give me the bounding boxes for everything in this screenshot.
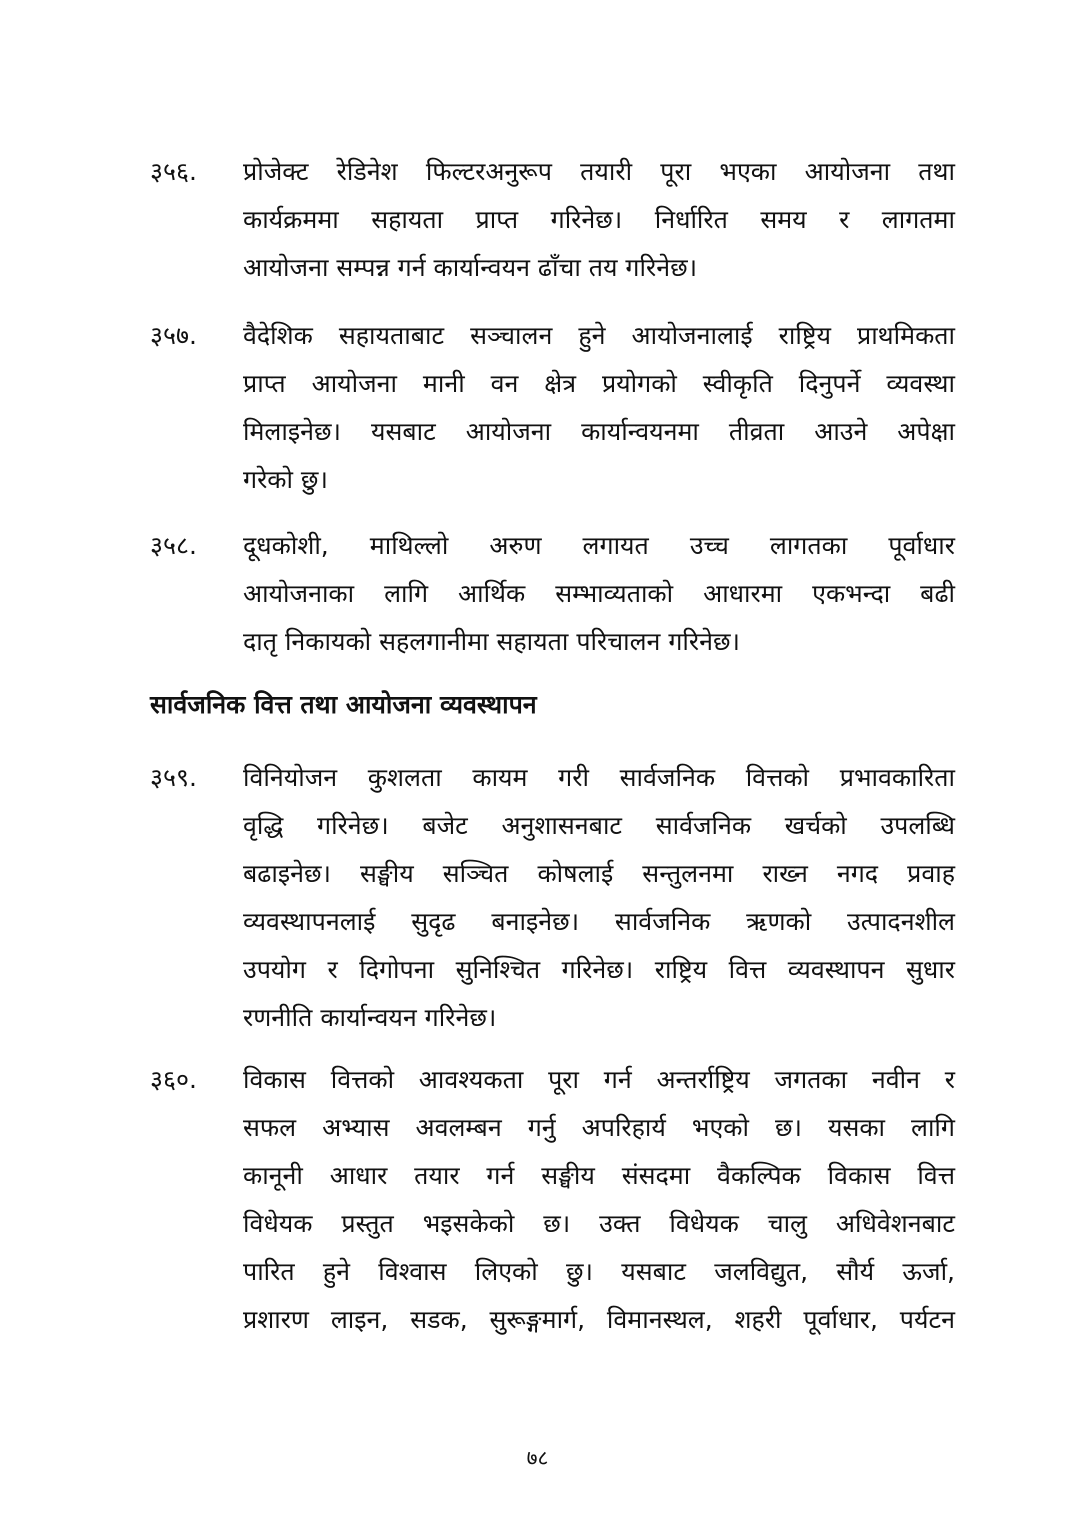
- section-heading: सार्वजनिक वित्त तथा आयोजना व्यवस्थापन: [150, 690, 537, 719]
- paragraph-number: ३५६.: [150, 157, 197, 186]
- text-line: दातृ निकायको सहलगानीमा सहायता परिचालन गरिनेछ।: [243, 627, 740, 656]
- text-line: गरेको छु।: [243, 465, 328, 494]
- text-line: कानूनी आधार तयार गर्न सङ्घीय संसदमा वैकल्पिक विकास वित्त: [243, 1161, 955, 1190]
- text-line: व्यवस्थापनलाई सुदृढ बनाइनेछ। सार्वजनिक ऋणको उत्पादनशील: [243, 907, 955, 936]
- paragraph-number: ३६०.: [150, 1065, 197, 1094]
- paragraph-text: [243, 312, 955, 504]
- text-line: वैदेशिक सहायताबाट सञ्चालन हुने आयोजनालाई राष्ट्रिय प्राथमिकता: [243, 321, 955, 350]
- paragraph-number: ३५७.: [150, 321, 197, 350]
- text-line: विधेयक प्रस्तुत भइसकेको छ। उक्त विधेयक चालु अधिवेशनबाट: [243, 1209, 955, 1238]
- paragraph-text: [243, 754, 955, 1042]
- text-line: दूधकोशी, माथिल्लो अरुण लगायत उच्च लागतका पूर्वाधार: [243, 531, 955, 560]
- text-line: प्रोजेक्ट रेडिनेश फिल्टरअनुरूप तयारी पूरा भएका आयोजना तथा: [243, 157, 955, 186]
- paragraph-text: [243, 522, 955, 666]
- text-line: बढाइनेछ। सङ्घीय सञ्चित कोषलाई सन्तुलनमा राख्न नगद प्रवाह: [243, 859, 955, 888]
- text-line: प्राप्त आयोजना मानी वन क्षेत्र प्रयोगको स्वीकृति दिनुपर्ने व्यवस्था: [243, 369, 955, 398]
- text-line: पारित हुने विश्वास लिएको छु। यसबाट जलविद्युत, सौर्य ऊर्जा,: [243, 1257, 955, 1286]
- text-line: मिलाइनेछ। यसबाट आयोजना कार्यान्वयनमा तीव्रता आउने अपेक्षा: [243, 417, 955, 446]
- text-line: विनियोजन कुशलता कायम गरी सार्वजनिक वित्तको प्रभावकारिता: [243, 763, 955, 792]
- text-line: आयोजनाका लागि आर्थिक सम्भाव्यताको आधारमा एकभन्दा बढी: [243, 579, 955, 608]
- paragraph-number: ३५८.: [150, 531, 197, 560]
- text-line: वृद्धि गरिनेछ। बजेट अनुशासनबाट सार्वजनिक खर्चको उपलब्धि: [243, 811, 955, 840]
- text-line: रणनीति कार्यान्वयन गरिनेछ।: [243, 1003, 497, 1032]
- text-line: सफल अभ्यास अवलम्बन गर्नु अपरिहार्य भएको छ। यसका लागि: [243, 1113, 955, 1142]
- paragraph-text: [243, 1056, 955, 1344]
- paragraph-text: [243, 148, 955, 292]
- text-line: विकास वित्तको आवश्यकता पूरा गर्न अन्तर्राष्ट्रिय जगतका नवीन र: [243, 1065, 955, 1094]
- text-line: कार्यक्रममा सहायता प्राप्त गरिनेछ। निर्धारित समय र लागतमा: [243, 205, 955, 234]
- text-line: आयोजना सम्पन्न गर्न कार्यान्वयन ढाँचा तय गरिनेछ।: [243, 253, 698, 282]
- page-number: ७८: [526, 1446, 549, 1470]
- text-line: प्रशारण लाइन, सडक, सुरूङ्गमार्ग, विमानस्थल, शहरी पूर्वाधार, पर्यटन: [243, 1305, 955, 1334]
- paragraph-number: ३५९.: [150, 763, 197, 792]
- text-line: उपयोग र दिगोपना सुनिश्चित गरिनेछ। राष्ट्रिय वित्त व्यवस्थापन सुधार: [243, 955, 955, 984]
